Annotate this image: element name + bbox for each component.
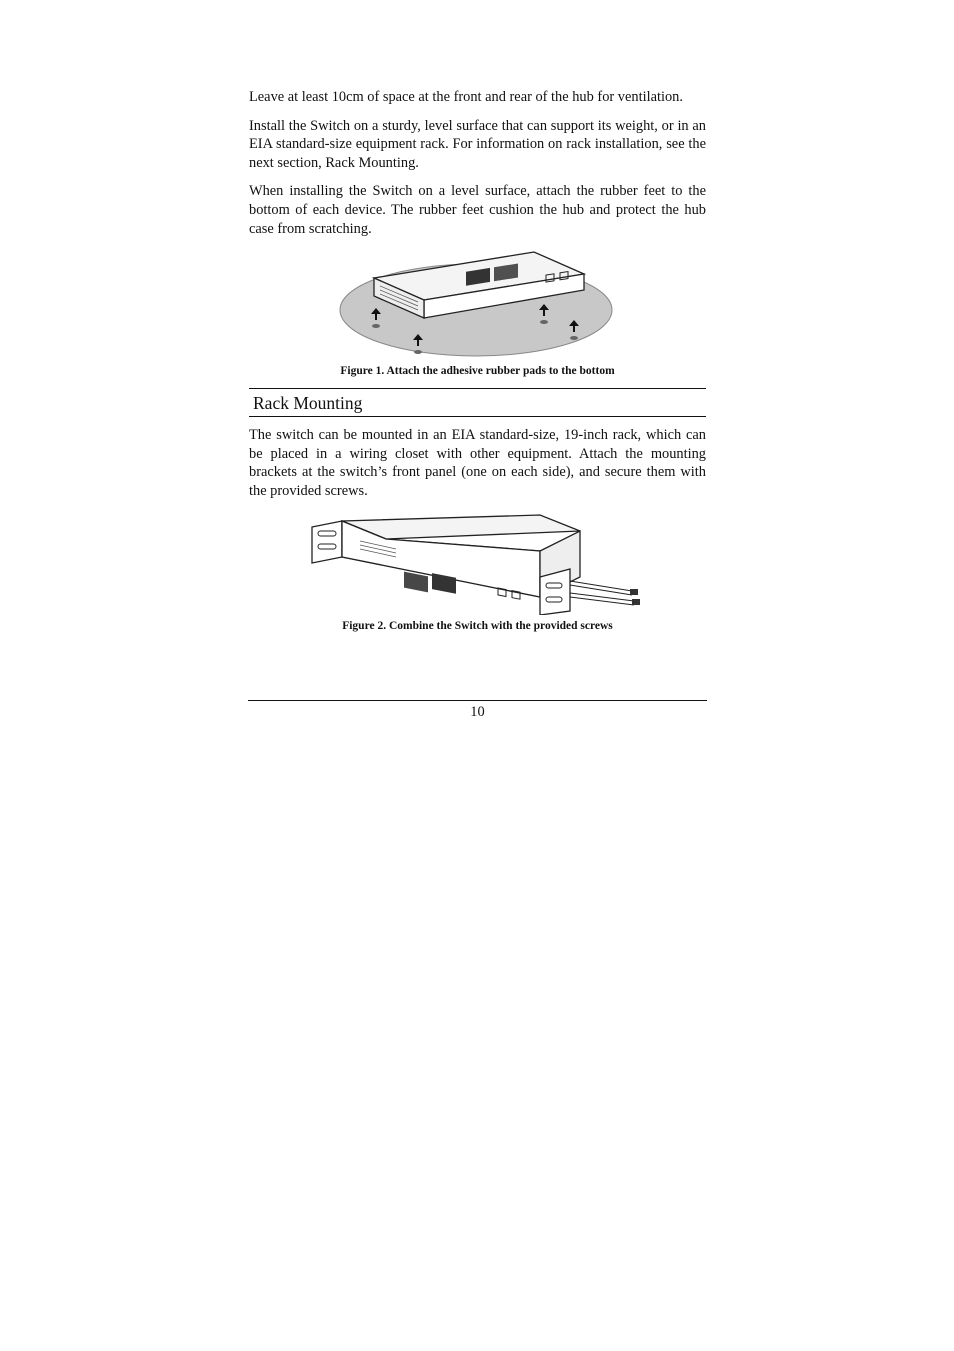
figure-1 bbox=[249, 248, 706, 378]
figure-2 bbox=[249, 511, 706, 633]
paragraph-rubber-feet: When installing the Switch on a level surface, attach the rubber feet to the bottom of each device. The rubber feet cushion the hub and protect the hub case from scratching. bbox=[249, 183, 706, 237]
switch-rubber-feet-illustration bbox=[338, 248, 618, 360]
section-heading-rack-mounting: Rack Mounting bbox=[249, 388, 706, 417]
switch-rack-bracket-illustration bbox=[308, 511, 648, 615]
paragraph-install-surface: Install the Switch on a sturdy, level surface that can support its weight, or in an EIA standard-size equipment rack. For information on rack installation, see the next section, Rack Mounting. bbox=[249, 117, 706, 171]
document-page bbox=[249, 88, 706, 633]
figure-2-caption: Figure 2. Combine the Switch with the provided screws bbox=[342, 619, 613, 632]
page-footer bbox=[248, 700, 707, 721]
figure-1-caption: Figure 1. Attach the adhesive rubber pads to the bottom bbox=[340, 365, 615, 378]
paragraph-rack-mounting: The switch can be mounted in an EIA standard-size, 19-inch rack, which can be placed in a wiring closet with other equipment. Attach the mounting brackets at the switch’s front panel (one on each side), and secure them with the provided screws. bbox=[249, 427, 706, 499]
page-number: 10 bbox=[470, 704, 485, 720]
paragraph-ventilation: Leave at least 10cm of space at the front and rear of the hub for ventilation. bbox=[249, 89, 683, 105]
